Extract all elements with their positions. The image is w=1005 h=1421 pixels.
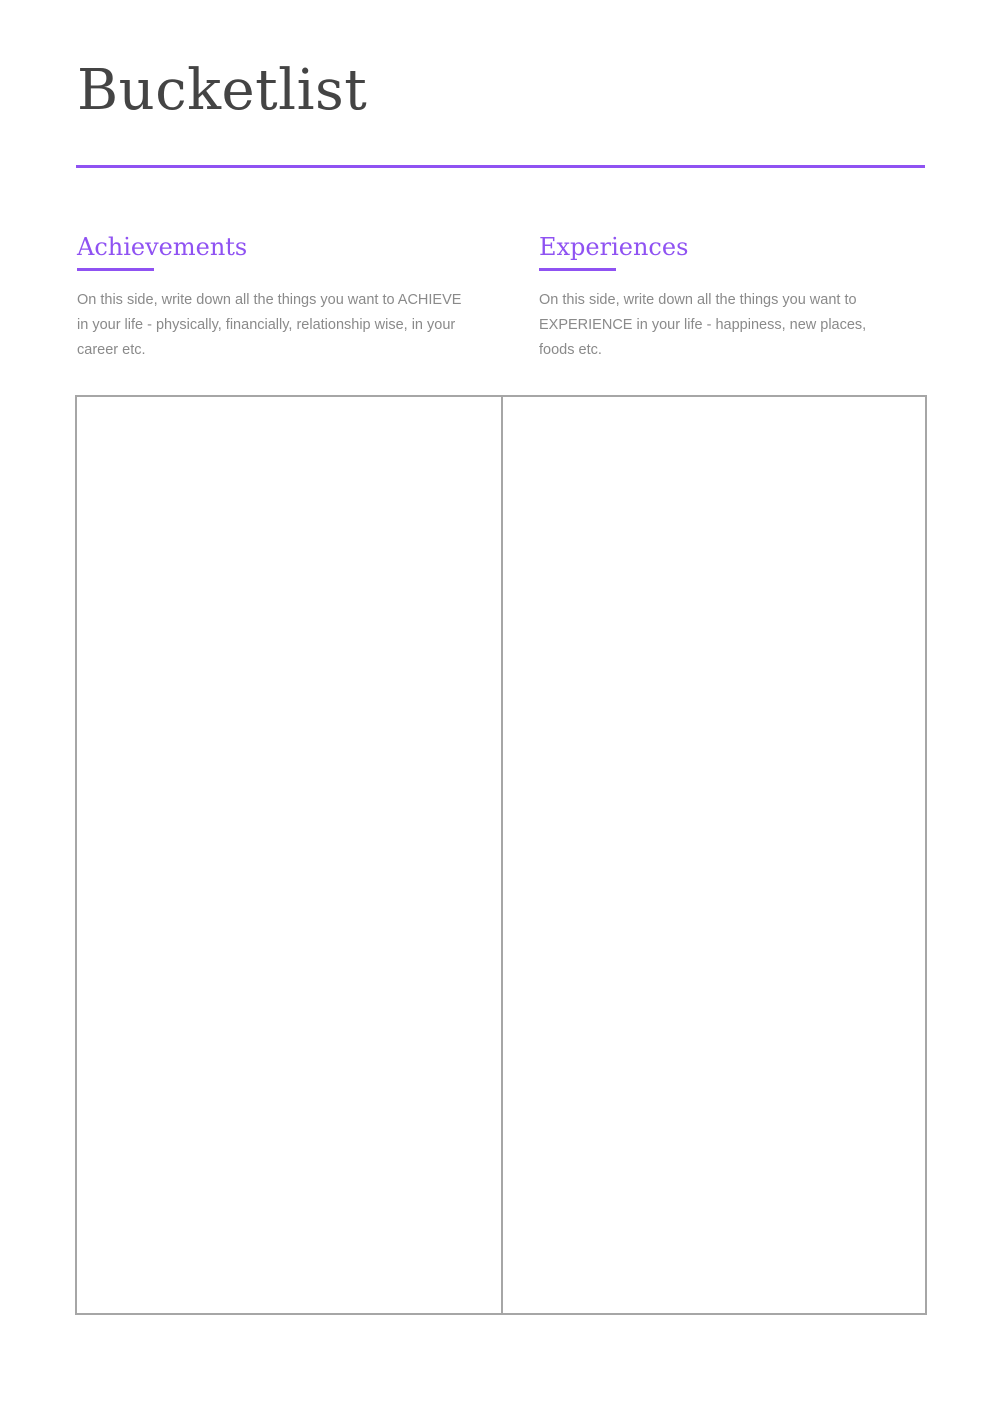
page-title: Bucketlist xyxy=(77,58,368,123)
bucketlist-table xyxy=(75,395,927,1315)
achievements-writing-area[interactable] xyxy=(77,397,503,1313)
experiences-writing-area[interactable] xyxy=(503,397,925,1313)
experiences-title: Experiences xyxy=(539,233,689,261)
achievements-underline xyxy=(77,268,154,271)
experiences-header xyxy=(539,230,939,363)
experiences-description: On this side, write down all the things you want to EXPERIENCE in your life - happiness, new places, foods etc. xyxy=(539,292,867,358)
achievements-header xyxy=(77,230,477,363)
achievements-description: On this side, write down all the things you want to ACHIEVE in your life - physically, financially, relationship wise, in your career etc. xyxy=(77,292,462,358)
title-divider xyxy=(76,165,925,168)
experiences-underline xyxy=(539,268,616,271)
achievements-title: Achievements xyxy=(77,233,248,261)
